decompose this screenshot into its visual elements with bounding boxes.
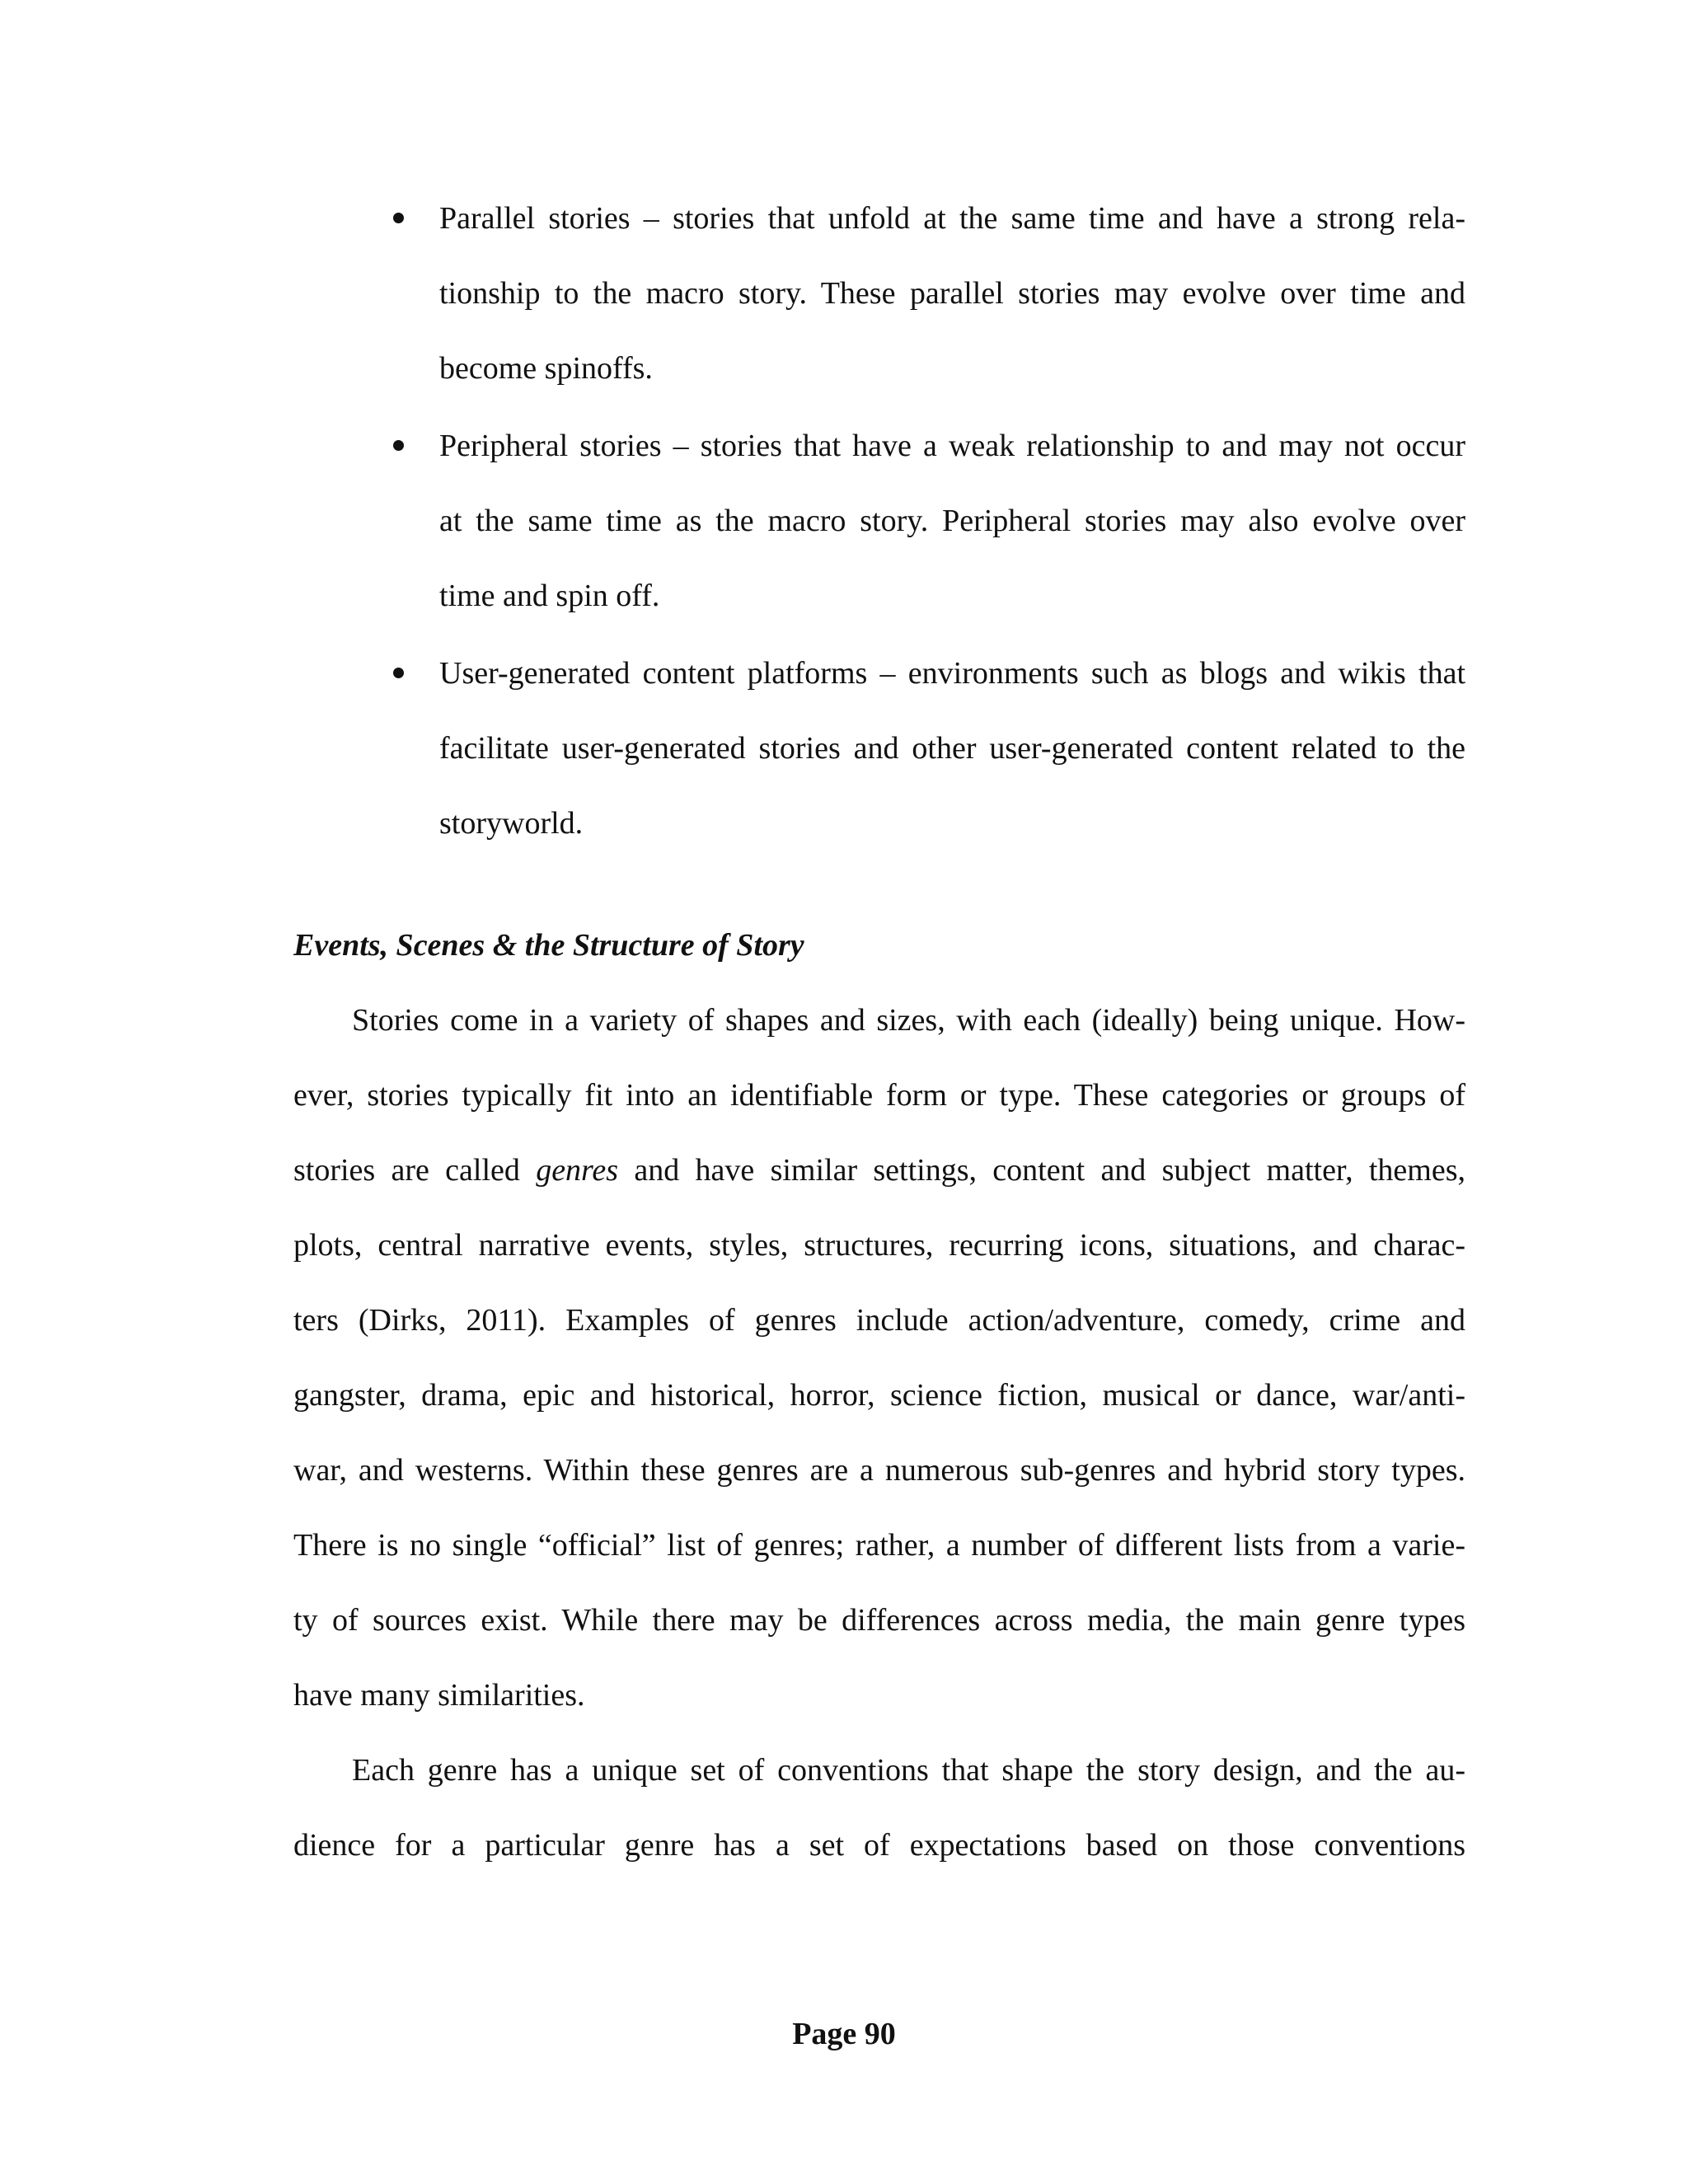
paragraph-line: dience for a particular genre has a set of expectations based on those conventions — [293, 1828, 1465, 1863]
bullet-line: tionship to the macro story. These parallel stories may evolve over time and — [439, 276, 1465, 311]
bullet-line: time and spin off. — [439, 579, 660, 613]
text-run: stories are called — [293, 1153, 537, 1188]
page-number: Page 90 — [792, 2017, 896, 2051]
bullet-icon — [393, 440, 404, 451]
paragraph-line: There is no single “official” list of genres; rather, a number of different lists from a varie- — [293, 1528, 1465, 1563]
paragraph-line: ters (Dirks, 2011). Examples of genres include action/adventure, comedy, crime and — [293, 1303, 1465, 1338]
bullet-line: become spinoffs. — [439, 351, 653, 386]
section-heading: Events, Scenes & the Structure of Story — [293, 928, 804, 963]
bullet-line: Peripheral stories – stories that have a weak relationship to and may not occur — [439, 429, 1465, 463]
paragraph-line: have many similarities. — [293, 1678, 585, 1713]
paragraph-line — [293, 1151, 1465, 1189]
bullet-line: storyworld. — [439, 806, 584, 841]
paragraph-line: gangster, drama, epic and historical, horror, science fiction, musical or dance, war/anti- — [293, 1378, 1465, 1413]
paragraph-line: Each genre has a unique set of conventions that shape the story design, and the au- — [352, 1753, 1465, 1788]
paragraph-line: Stories come in a variety of shapes and sizes, with each (ideally) being unique. How- — [352, 1003, 1465, 1038]
italic-term: genres — [536, 1153, 619, 1188]
bullet-line: facilitate user-generated stories and other user-generated content related to the — [439, 731, 1465, 766]
paragraph-line: ever, stories typically fit into an identifiable form or type. These categories or groups of — [293, 1078, 1465, 1113]
bullet-line: at the same time as the macro story. Peripheral stories may also evolve over — [439, 504, 1465, 538]
paragraph-line: ty of sources exist. While there may be differences across media, the main genre types — [293, 1603, 1465, 1638]
text-run: and have similar settings, content and subject matter, themes, — [618, 1153, 1465, 1188]
bullet-icon — [393, 213, 404, 223]
paragraph-line: plots, central narrative events, styles, structures, recurring icons, situations, and charac- — [293, 1228, 1465, 1263]
bullet-line: User-generated content platforms – environments such as blogs and wikis that — [439, 656, 1465, 691]
paragraph-line: war, and westerns. Within these genres are a numerous sub-genres and hybrid story types. — [293, 1453, 1465, 1488]
bullet-icon — [393, 668, 404, 678]
bullet-line: Parallel stories – stories that unfold at the same time and have a strong rela- — [439, 201, 1465, 236]
